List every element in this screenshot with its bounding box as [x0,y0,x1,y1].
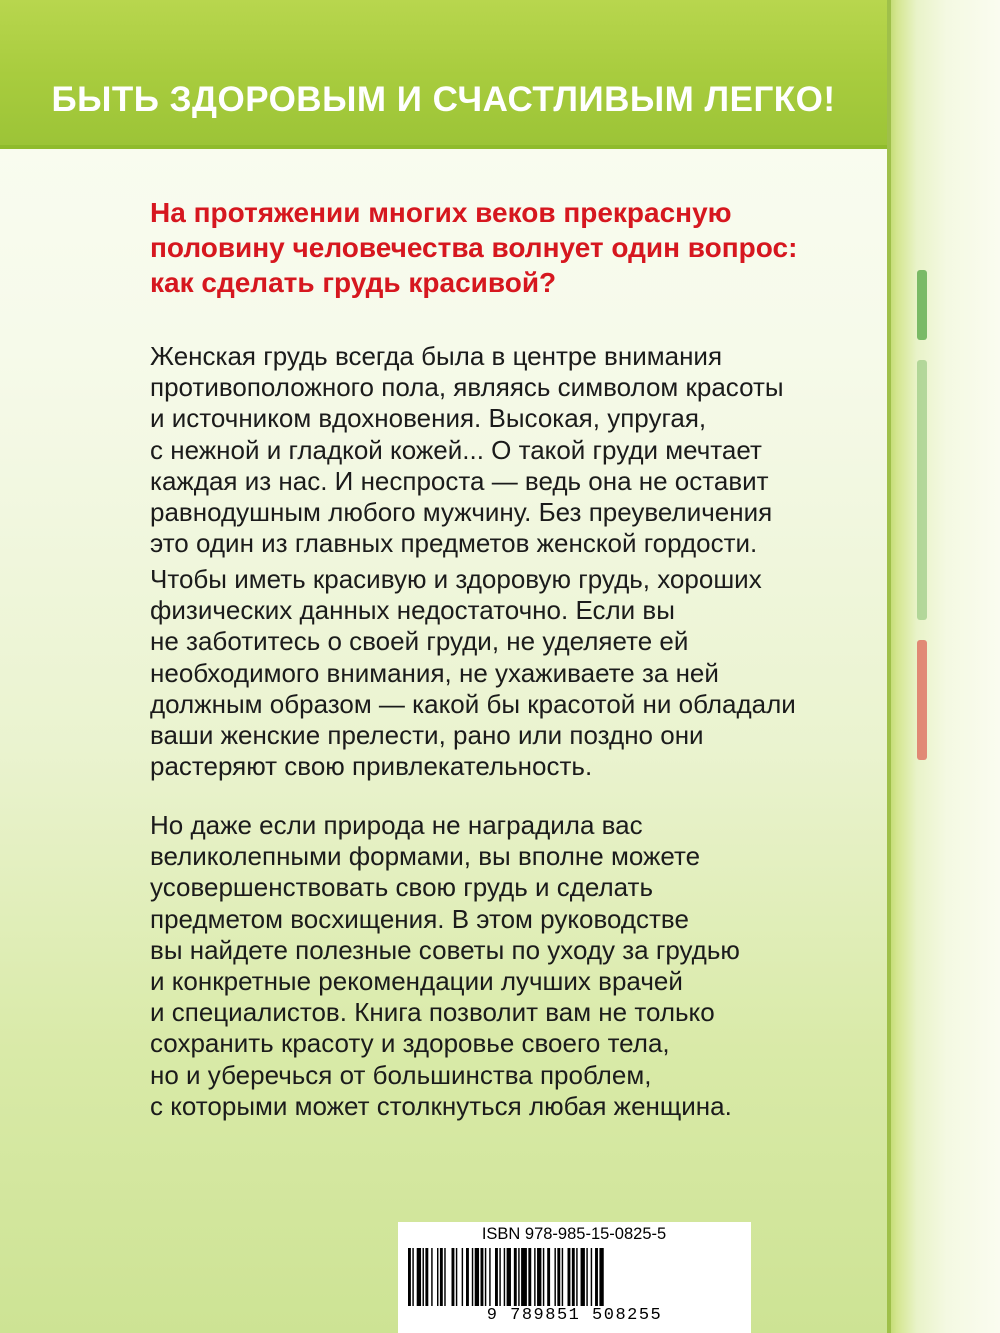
barcode-bar [543,1248,544,1306]
barcode-bar [452,1248,455,1306]
barcode-bar [499,1248,500,1306]
barcode-bar [437,1248,438,1306]
barcode-bar [518,1248,519,1306]
text-line: вы найдете полезные советы по уходу за грудью [150,934,740,965]
text-line: это один из главных предметов женской гордости. [150,528,758,559]
banner-title: БЫТЬ ЗДОРОВЫМ И СЧАСТЛИВЫМ ЛЕГКО! [51,80,836,119]
text-line: необходимого внимания, не ухаживаете за ней [150,657,719,688]
barcode-bar [456,1248,457,1306]
barcode-bar [485,1248,486,1306]
barcode-bar [495,1248,498,1306]
barcode-block [398,1222,751,1333]
text-line: сохранить красоту и здоровье своего тела, [150,1028,670,1059]
spine-title-fragment [917,270,927,340]
text-line: и источником вдохновения. Высокая, упругая, [150,403,707,434]
barcode-bar [572,1248,575,1306]
barcode-bar [444,1248,445,1306]
barcode-bar [528,1248,531,1306]
lead-text [150,195,830,300]
barcode-bar [425,1248,428,1306]
text-line: должным образом — какой бы красотой ни обладали [150,688,796,719]
text-line: и специалистов. Книга позволит вам не только [150,997,715,1028]
barcode-bar [504,1248,505,1306]
text-line: растеряют свою привлекательность. [150,751,593,782]
barcode-bar [595,1248,598,1306]
barcode-bar [576,1248,577,1306]
barcode-bar [481,1248,484,1306]
spine-title-fragment [917,640,927,760]
barcode-bar [412,1248,413,1306]
barcode-bar [521,1248,527,1306]
barcode-bar [562,1248,563,1306]
barcode-bar [547,1248,550,1306]
barcode-bar [581,1248,585,1306]
text-line: равнодушным любого мужчину. Без преувеличения [150,497,773,528]
text-line: каждая из нас. И неспроста — ведь она не оставит [150,465,769,496]
barcode-bar [462,1248,463,1306]
barcode-bar [554,1248,555,1306]
text-line: предметом восхищения. В этом руководстве [150,903,689,934]
barcode-bar [507,1248,511,1306]
book-spine [887,0,1000,1333]
barcode-bar [472,1248,473,1306]
barcode-bar [466,1248,469,1306]
lead-line: На протяжении многих веков прекрасную [150,197,732,228]
text-line: Чтобы иметь красивую и здоровую грудь, хороших [150,564,762,594]
banner-divider [0,145,887,149]
isbn-label: ISBN 978-985-15-0825-5 [481,1225,667,1243]
text-line: противоположного пола, являясь символом красоты [150,372,784,403]
barcode-bar [557,1248,560,1306]
barcode-number: 9 789851 508255 [486,1306,663,1325]
lead-line: как сделать грудь красивой? [150,267,557,298]
lead-line: половину человечества волнует один вопрос: [150,232,798,263]
barcode-bar [408,1248,411,1306]
barcode-bar [599,1248,603,1306]
barcode-bar [489,1248,490,1306]
text-line: с нежной и гладкой кожей... О такой груди мечтает [150,434,762,465]
text-line: не заботитесь о своей груди, не уделяете ей [150,626,689,657]
text-line: но и уберечься от большинства проблем, [150,1059,652,1090]
paragraph-3 [150,810,850,1122]
text-line: и конкретные рекомендации лучших врачей [150,966,683,997]
barcode-bar [417,1248,421,1306]
barcode-bar [514,1248,517,1306]
spine-title-fragment [917,360,927,620]
barcode-bar [586,1248,587,1306]
text-line: физических данных недостаточно. Если вы [150,595,675,626]
text-line: с которыми может столкнуться любая женщина. [150,1090,732,1121]
text-line: Но даже если природа не наградила вас [150,810,643,840]
text-line: Женская грудь всегда была в центре внимания [150,341,723,371]
barcode-bar [537,1248,541,1306]
spine-edge [887,0,891,1333]
title-banner [0,0,887,145]
paragraph-1 [150,341,850,559]
barcode-bar [591,1248,592,1306]
barcode-icon [406,1248,743,1306]
barcode-bar [423,1248,424,1306]
barcode-bar [440,1248,443,1306]
text-line: великолепными формами, вы вполне можете [150,841,701,872]
barcode-bar [534,1248,535,1306]
text-line: усовершенствовать свою грудь и сделать [150,872,654,903]
text-line: ваши женские прелести, рано или поздно они [150,720,704,751]
barcode-bar [431,1248,432,1306]
barcode-bar [568,1248,571,1306]
barcode-bar [475,1248,479,1306]
paragraph-2 [150,564,850,782]
